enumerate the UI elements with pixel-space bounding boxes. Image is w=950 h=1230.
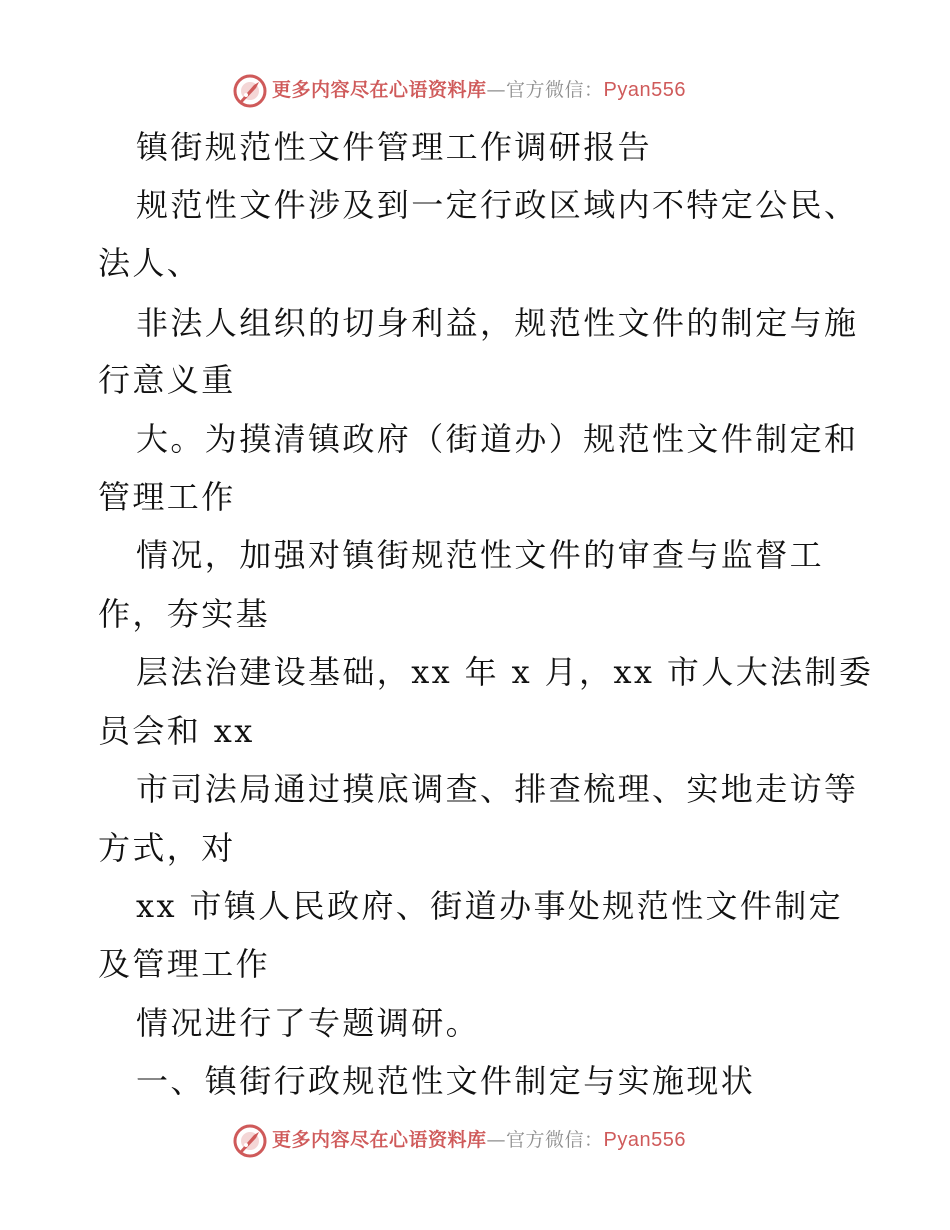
paragraph-line: 行意义重 [98,361,236,399]
paragraph-line: 员会和 xx [98,712,255,750]
paragraph-line: 规范性文件涉及到一定行政区域内不特定公民、 [136,186,859,224]
watermark-text [272,1128,686,1152]
watermark-id: Pyan556 [603,1129,686,1151]
section-heading: 一、镇街行政规范性文件制定与实施现状 [136,1062,756,1100]
footer-watermark [0,1120,950,1160]
document-title: 镇街规范性文件管理工作调研报告 [136,128,653,166]
watermark-main: 更多内容尽在心语资料库 [272,1129,487,1151]
watermark-id: Pyan556 [603,79,686,101]
paragraph-line: 市司法局通过摸底调查、排查梳理、实地走访等 [136,770,859,808]
paragraph-line: xx 市镇人民政府、街道办事处规范性文件制定 [136,887,844,925]
paragraph-line: 及管理工作 [98,945,271,983]
paragraph-line: 情况，加强对镇街规范性文件的审查与监督工 [136,536,825,574]
pen-nib-logo-icon [232,73,268,109]
watermark-sep: — [486,79,507,101]
watermark-label: 官方微信： [506,79,604,101]
paragraph-line: 法人、 [98,244,202,282]
paragraph-line: 作，夯实基 [98,595,271,633]
paragraph-line: 方式，对 [98,829,236,867]
watermark-sep: — [486,1129,507,1151]
paragraph-line: 非法人组织的切身利益，规范性文件的制定与施 [136,304,859,342]
paragraph-line: 管理工作 [98,478,236,516]
pen-nib-logo-icon [232,1123,268,1159]
paragraph-line: 情况进行了专题调研。 [136,1004,481,1042]
watermark-text [272,78,686,102]
paragraph-line: 层法治建设基础，xx 年 x 月，xx 市人大法制委 [136,653,874,691]
paragraph-line: 大。为摸清镇政府（街道办）规范性文件制定和 [136,420,859,458]
watermark-label: 官方微信： [506,1129,604,1151]
header-watermark [0,70,950,110]
watermark-main: 更多内容尽在心语资料库 [272,79,487,101]
